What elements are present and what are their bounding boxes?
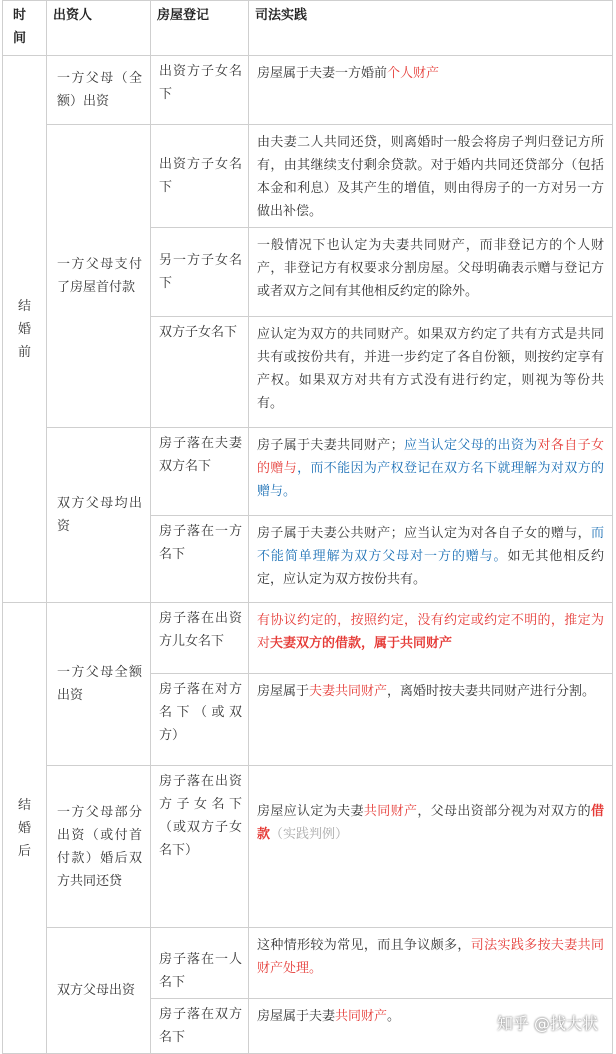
period-before-marriage: 结婚前: [3, 56, 47, 603]
registration-cell: 房子落在双方名下: [151, 999, 249, 1054]
header-practice: 司法实践: [249, 1, 613, 56]
investor-cell: 一方父母全额出资: [47, 603, 151, 766]
registration-cell: 房子落在一方名下: [151, 516, 249, 603]
header-investor: 出资人: [47, 1, 151, 56]
property-ownership-table: [2, 0, 613, 1054]
registration-cell: 出资方子女名下: [151, 56, 249, 125]
highlight-text: 个人财产: [387, 66, 440, 81]
practice-cell: 房屋应认定为夫妻共同财产，父母出资部分视为对双方的借款（实践判例）: [249, 766, 613, 928]
registration-cell: 出资方子女名下: [151, 125, 249, 228]
practice-cell: 房屋属于夫妻一方婚前个人财产: [249, 56, 613, 125]
practice-cell: 房屋属于夫妻共同财产，离婚时按夫妻共同财产进行分割。: [249, 674, 613, 766]
table-row: [3, 428, 613, 516]
practice-cell: 一般情况下也认定为夫妻共同财产，而非登记方的个人财产，非登记方有权要求分割房屋。父母明确表示赠与登记方或者双方之间有其他相反约定的除外。: [249, 228, 613, 317]
table-row: [3, 766, 613, 928]
registration-cell: 双方子女名下: [151, 317, 249, 428]
header-registration: 房屋登记: [151, 1, 249, 56]
practice-cell: 房子属于夫妻公共财产；应当认定为对各自子女的赠与，而不能简单理解为双方父母对一方的赠与。如无其他相反约定，应认定为双方按份共有。: [249, 516, 613, 603]
registration-cell: 房子落在对方名下（或双方）: [151, 674, 249, 766]
investor-cell: 一方父母（全额）出资: [47, 56, 151, 125]
practice-cell: 由夫妻二人共同还贷，则离婚时一般会将房子判归登记方所有，由其继续支付剩余贷款。对于婚内共同还贷部分（包括本金和利息）及其产生的增值，则由得房子的一方对另一方做出补偿。: [249, 125, 613, 228]
practice-cell: 房屋属于夫妻共同财产。: [249, 999, 613, 1054]
table-row: [3, 603, 613, 674]
table-row: [3, 928, 613, 999]
practice-cell: 这种情形较为常见，而且争议颇多，司法实践多按夫妻共同财产处理。: [249, 928, 613, 999]
investor-cell: 一方父母支付了房屋首付款: [47, 125, 151, 428]
registration-cell: 房子落在出资方儿女名下: [151, 603, 249, 674]
table-row: [3, 125, 613, 228]
registration-cell: 房子落在一人名下: [151, 928, 249, 999]
investor-cell: 双方父母均出资: [47, 428, 151, 603]
investor-cell: 一方父母部分出资（或付首付款）婚后双方共同还贷: [47, 766, 151, 928]
table-row: [3, 56, 613, 125]
watermark: 知乎 @找大状: [496, 1014, 598, 1033]
header-time: 时间: [3, 1, 47, 56]
registration-cell: 房子落在出资方子女名下（或双方子女名下）: [151, 766, 249, 928]
practice-cell: 有协议约定的，按照约定，没有约定或约定不明的，推定为对夫妻双方的借款，属于共同财产: [249, 603, 613, 674]
practice-cell: 应认定为双方的共同财产。如果双方约定了共有方式是共同共有或按份共有，并进一步约定了各自份额，则按约定享有产权。如果双方对共有方式没有进行约定，则视为等份共有。: [249, 317, 613, 428]
practice-cell: 房子属于夫妻共同财产；应当认定父母的出资为对各自子女的赠与，而不能因为产权登记在双方名下就理解为对双方的赠与。: [249, 428, 613, 516]
header-row: [3, 1, 613, 56]
period-after-marriage: 结婚后: [3, 603, 47, 1054]
registration-cell: 房子落在夫妻双方名下: [151, 428, 249, 516]
registration-cell: 另一方子女名下: [151, 228, 249, 317]
investor-cell: 双方父母出资: [47, 928, 151, 1054]
